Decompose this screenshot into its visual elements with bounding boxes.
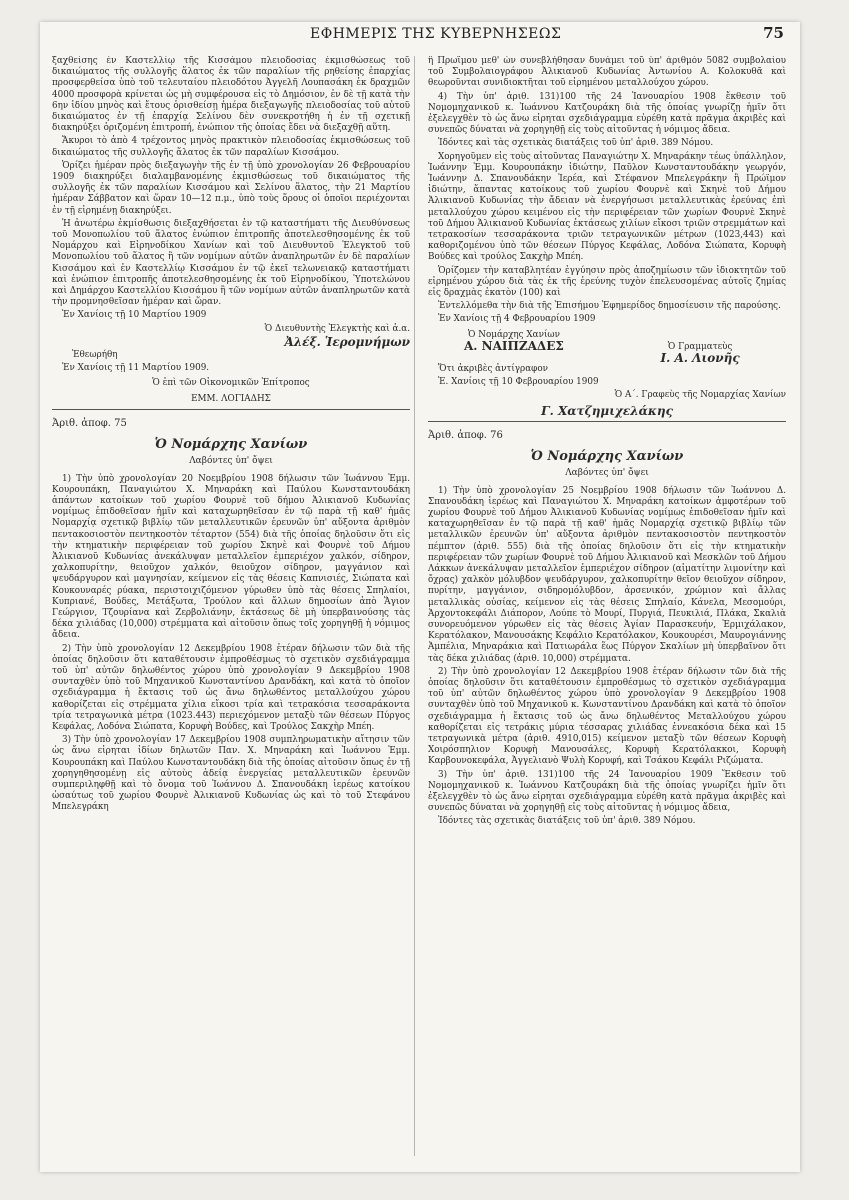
paragraph: 1) Τὴν ὑπὸ χρονολογίαν 20 Νοεμβρίου 1908 δήλωσιν τῶν Ἰωάννου Ἐμμ. Κουρουπάκη, Παναγιώτου Χ. Μηναράκη καὶ Παύλου Κωνσταντουδάκη ἁπάντων κατοίκων τοῦ χωρίου Φουρνὲ τοῦ δήμου Ἀλικιανοῦ Κυδωνίας νομίμως ἐπιδοθεῖσαν ἡμῖν καὶ καταχωρηθεῖσαν ἐν τῷ παρὰ τῇ καθ' ἡμᾶς Νομαρχίᾳ σχετικῷ βιβλίῳ τῶν μεταλλευτικῶν ἐρευνῶν ὑπ' αὔξοντα ἀριθμὸν πεντακοσιοστὸν πεντηκοστὸν τέταρτον (554) διὰ τῆς ὁποίας δηλοῦσιν ὅτι εἰς τὴν κτηματικὴν περιφέρειαν τοῦ χωρίου Σκηνὲ καὶ Φουρνὲ τοῦ Δήμου Ἀλικιανοῦ Κυδωνίας ἀνεκάλυψαν μεταλλεῖον ἐμπεριέχον χαλκόν, σίδηρον, χαλκοπυρίτην, θειοῦχον χαλκόν, θειοῦχον σίδηρον, μαγγάνιον καὶ ψευδάργυρον καὶ μαγνησίαν, κείμενον εἰς τὰς θέσεις Καπνισιές, Σιώπατα καὶ Κουκουναρές ρύακα, περιστοιχιζόμενον γύρωθεν ὑπὸ τὰς θέσεις Σπηλαίοι, Κυπριανέ, Βούδες, Μετάξωτα, Τρούλον καὶ ἄλλων δημοσίων ἀπὸ Ἅγιον Γεώργιον, Τζουρίανα καὶ Ζερβολιάνην, ἐκτάσεως δὲ μὴ ὑπερβαινούσης τὰς δέκα χιλιάδας (10,000) στρέμματα καὶ αἰτοῦσιν ὅπως τοῖς χορηγηθῇ ἡ νόμιμος ἄδεια. [52,473,410,641]
clerk-signature: Γ. Χατζημιχελάκης [541,403,673,418]
paragraph: 3) Τὴν ὑπ' ἀριθ. 131)100 τῆς 24 Ἰανουαρίου 1909 Ἔκθεσιν τοῦ Νομομηχανικοῦ κ. Ἰωάννου Κατζουράκη διὰ τῆς ὁποίας γνωρίζει ἡμῖν ὅτι ἐξελεγχθὲν τὸ ὡς ἄνω εἰρηται σχεδιάγραμμα εὑρέθη κατὰ πρᾶγμα ἀκριβὲς καὶ συνεπῶς δύναται νὰ χορηγηθῇ εἰς τοὺς αἰτοῦντας ἡ νόμιμος ἄδεια, [428,769,786,814]
section-heading: Ὁ Νομάρχης Χανίων [154,437,308,453]
director-signature: Ἀλέξ. Ἱερομνήμων [284,334,410,349]
paragraph: Ὁρίζει ἡμέραν πρὸς διεξαγωγὴν τῆς ἐν τῇ ὑπὸ χρονολογίαν 26 Φεβρουαρίου 1909 διακηρύξει διαλαμβανομένης ἐκμισθώσεως τοῦ δικαιώματος τῆς συλλογῆς ἐκ τῶν παραλίων Κισσάμου καὶ Σελίνου ἅλατος, τὴν 21 Μαρτίου ἡμέραν Σάββατον καὶ ὥραν 10—12 π.μ., ὑπὸ τοὺς ὅρους οἱ ὁποῖοι περιέχονται ἐν τῇ εἰρημένῃ διακηρύξει. [52,160,410,216]
paragraph: Χορηγοῦμεν εἰς τοὺς αἰτοῦντας Παναγιώτην Χ. Μηναράκην τέως ὑπάλληλον, Ἰωάννην Ἐμμ. Κουρουπάκην ἰδιώτην, Παῦλον Κωνσταντουδάκην γεωργόν, Ἰωάννην Δ. Σπανουδάκην Ἱερέα, καὶ Στέφανον Μπελεγράκην ἢ Πρώϊμον ἰδιώτην, ἅπαντας κατοίκους τοῦ χωρίου Φουρνὲ καὶ Σκηνὲ τοῦ Δήμου Ἀλικιανοῦ Κυδωνίας τὴν ἄδειαν νὰ ἐνεργήσωσι μεταλλευτικὰς ἐρεύνας ἐπὶ μεταλλούχου χώρου κειμένου εἰς τὴν περιφέρειαν τῶν χωρίων Φουρνὲ Σκηνὲ τοῦ Δήμου Ἀλικιανοῦ Κυδωνίας ἐκτάσεως χιλίων εἴκοσι τριῶν στρεμμάτων καὶ τετρακοσίων τεσσαράκοντα τριῶν τετραγωνικῶν μέτρων (1023,443) καὶ καθοριζομένου ὑπὸ τῶν θέσεων Πύργος Κεφάλας, Λοδόνα Σιώπατα, Κορυφὴ Βούδες καὶ τρούλος Σακχὴρ Μπέη. [428,151,786,263]
decision-number: Ἀριθ. ἀποφ. 76 [428,429,503,441]
paragraph: Ὁρίζομεν τὴν καταβλητέαν ἐγγύησιν πρὸς ἀποζημίωσιν τῶν ἰδιοκτητῶν τοῦ εἰρημένου χώρου διὰ τὰς ἐκ τῆς ἐρεύνης τυχὸν ἐπελευσομένας αὐτοῖς ζημίας εἰς δραχμὰς ἑκατὸν (100) καὶ [428,265,786,299]
secretary-signature [614,342,786,364]
paragraph: Ἰδόντες τὰς σχετικὰς διατάξεις τοῦ ὑπ' ἀριθ. 389 Νόμου. [438,816,696,827]
section-heading: Ὁ Νομάρχης Χανίων [530,449,684,465]
page-number: 75 [763,24,784,42]
right-column [428,56,786,1156]
certified-copy-label: Ὅτι ἀκριβὲς ἀντίγραφον [438,364,548,375]
commissioner-name: ΕΜΜ. ΛΟΓΙΑΔΗΣ [191,393,271,404]
section-subheading: Λαβόντες ὑπ' ὄψει [189,456,273,467]
date-line: Ἐν Χανίοις τῇ 10 Μαρτίου 1909 [62,310,207,321]
date-line: Ἐ. Χανίοις τῇ 10 Φεβρουαρίου 1909 [438,377,599,388]
paragraph: ξαχθείσης ἐν Καστελλίῳ τῆς Κισσάμου πλειοδοσίας ἐκμισθώσεως τοῦ δικαιώματος τῆς συλλογῆς ἅλατος ἐκ τῶν παραλίων τῆς ρηθείσης ἐπαρχίας προσφερθείσα ὑπὸ τοῦ τελευταίου πλειοδότου Ἀγγελῆ Λουπασάκη ἐκ δραχμῶν 4000 προσφορὰ κρίνεται ὡς μὴ συμφέρουσα εἰς τὸ Δημόσιον, ἐν δὲ τῇ κατὰ τὴν 6ην ἰδίου μηνὸς καὶ ἔτους ὁρισθείσῃ ἡμέρα διεξαγωγῆς πλειοδοσίας τοῦ αὐτοῦ δικαιώματος ἐν τῇ ἐπαρχίᾳ Σελίνου δὲν συνεκροτήθη ἡ ἐν τῇ σχετικῇ διακηρύξει ὁριζομένη ἐπιτροπή, ἐνώπιον τῆς ὁποίας ἔδει νὰ διεξαχθῇ αὕτη. [52,56,410,134]
prefect-name: Α. ΝΑΙΠΖΑΔΕΣ [463,338,564,353]
gazette-page [40,22,800,1172]
clerk-title: Ὁ Α΄. Γραφεὺς τῆς Νομαρχίας Χανίων [614,390,786,401]
paragraph: 3) Τὴν ὑπὸ χρονολογίαν 17 Δεκεμβρίου 1908 συμπληρωματικὴν αἴτησιν τῶν ὡς ἄνω εἰρηται ἰδίων δηλωτῶν Παν. Χ. Μηναράκη καὶ Ἰωάννου Ἐμμ. Κουρουπάκη καὶ Παύλου Κωνσταντουδάκη διὰ τῆς ὁποίας αἰτοῦσιν ὅπως ἐν τῇ χορηγηθησομένῃ εἰς αὐτοὺς ἀδείᾳ ἐνεργείας μεταλλευτικῶν ἐρευνῶν συμπεριληφθῇ καὶ τὸ ὄνομα τοῦ Ἰωάννου Δ. Σπανουδάκη ἱερέως κατοίκου ὡσαύτως τοῦ χωρίου Φουρνὲ Ἀλικιανοῦ Κυδωνίας ὡς καὶ τὸ τοῦ Στεφάνου Μπελεγράκη [52,735,410,813]
director-title: Ὁ Διευθυντὴς Ἐλεγκτὴς καὶ ἁ.α. [264,323,410,334]
commissioner-title: Ὁ ἐπὶ τῶν Οἰκονομικῶν Ἐπίτροπος [152,378,310,389]
paragraph: Ἄκυροι τὸ ἀπὸ 4 τρέχοντος μηνὸς πρακτικὸν πλειοδοσίας ἐκμισθώσεως τοῦ δικαιώματος τῆς συλλογῆς ἅλατος ἐκ τῶν παραλίων Κισσάμου. [52,136,410,158]
paragraph: Ἰδόντες καὶ τὰς σχετικὰς διατάξεις τοῦ ὑπ' ἀριθ. 389 Νόμου. [438,138,714,149]
gazette-title: ΕΦΗΜΕΡΙΣ ΤΗΣ ΚΥΒΕΡΝΗΣΕΩΣ [310,26,562,42]
decision-number: Ἀριθ. ἀποφ. 75 [52,417,127,429]
secretary-title: Ὁ Γραμματεὺς [667,341,733,352]
prefect-title: Ὁ Νομάρχης Χανίων [467,329,560,340]
section-subheading: Λαβόντες ὑπ' ὄψει [565,468,649,479]
paragraph: 2) Τὴν ὑπὸ χρονολογίαν 12 Δεκεμβρίου 1908 ἑτέραν δήλωσιν τῶν διὰ τῆς ὁποίας δηλοῦσιν ὅτι καταθέτουσιν ἐμπροθέσμως τὸ σχετικὸν σχεδιάγραμμα τοῦ ὑπ' αὐτῶν δηλωθέντος χώρου ὑπὸ χρονολογίαν 9 Δεκεμβρίου 1908 συνταχθὲν ὑπὸ τοῦ Μηχανικοῦ κ. Κωνσταντίνου Δρανδάκη καὶ κατὰ τὸ ὁποῖον σχεδιάγραμμα ἡ ἔκτασις τοῦ ὡς ἄνω δηλωθέντος Μεταλλούχου χώρου καθορίζεται εἰς τετράκις μύρια τέσσαρας χιλιάδας ἐννεακόσια δέκα καὶ 15 τετραγωνικὰ μέτρα (ἀριθ. 4910,015) κείμενον μεταξὺ τῶν θέσεων Κορυφὴ Χοιρόσπηλιον Κορυφὴ Μανουσάλες, Κορυφὴ Κερατόλακκοι, Κορυφὴ Καρβουνοκεφάλα, Ἀγγελιανὸ Ψυλὴ Κορυφή, καὶ Τσάκου Κεφάλι Ριζώματα. [428,666,786,767]
column-divider [414,56,415,1156]
paragraph: 4) Τὴν ὑπ' ἀριθ. 131)100 τῆς 24 Ἰανουαρίου 1908 ἔκθεσιν τοῦ Νομομηχανικοῦ κ. Ἰωάννου Κατζουράκη διὰ τῆς ὁποίας γνωρίζῃ ἡμῖν ὅτι ἐξελεγχθὲν τὸ ὡς ἄνω εἰρηται σχεδιάγραμμα εὑρέθη κατὰ πρᾶγμα ἀκριβὲς καὶ συνεπῶς δύναται νὰ χορηγηθῇ εἰς τοὺς αἰτοῦντας ἡ νόμιμος ἄδεια. [428,91,786,136]
date-line: Ἐν Χανίοις τῇ 4 Φεβρουαρίου 1909 [438,314,596,325]
left-column [52,56,410,1156]
separator-line [428,421,786,422]
approved-label: Ἐθεωρήθη [72,350,118,361]
prefect-signature [428,330,600,364]
signature-block [428,330,786,364]
separator-line [52,409,410,410]
date-line: Ἐν Χανίοις τῇ 11 Μαρτίου 1909. [62,363,210,374]
paragraph: Ἐντελλόμεθα τὴν διὰ τῆς Ἐπισήμου Ἐφημερίδος δημοσίευσιν τῆς παρούσης. [438,301,781,312]
secretary-name: Ι. Α. Λιονῆς [660,350,740,365]
paragraph: 2) Τὴν ὑπὸ χρονολογίαν 12 Δεκεμβρίου 1908 ἑτέραν δήλωσιν τῶν διὰ τῆς ὁποίας δηλοῦσιν ὅτι καταθέτουσιν ἐμπροθέσμως τὸ σχετικὸν σχεδιάγραμμα τοῦ ὑπ' αὐτῶν δηλωθέντος χώρου ὑπὸ χρονολογίαν 9 Δεκεμβρίου 1908 συνταχθὲν ὑπὸ τοῦ Μηχανικοῦ Κωνσταντίνου Δρανδάκη, καὶ κατὰ τὸ ὁποῖον σχεδιάγραμμα ἡ ἔκτασις τοῦ ὡς ἄνω δηλωθέντος μεταλλούχου χώρου καθορίζεται εἰς στρέμματα χίλια εἴκοσι τρία καὶ τετρακόσια τεσσαράκοντα τρία τετραγωνικὰ μέτρα (1023.443) περιεχόμενον μεταξὺ τῶν θέσεων Πύργος Κεφάλας, Λοδόνα Σιώπατα, Κορυφὴ Βούδες, καὶ Τρούλος Σακχὴρ Μπέη. [52,643,410,732]
paragraph: ἢ Πρωΐμου μεθ' ὧν συνεβλήθησαν δυνάμει τοῦ ὑπ' ἀριθμὸν 5082 συμβολαίου τοῦ Συμβολαιογράφου Ἀλικιανοῦ Κυδωνίας Ἀντωνίου Α. Κολοκυθᾶ καὶ θεωροῦνται συνιδιοκτῆται τοῦ εἰρημένου μεταλλούχου χώρου. [428,56,786,89]
page-header [40,22,800,56]
paragraph: Ἡ ἀνωτέρω ἐκμίσθωσις διεξαχθήσεται ἐν τῷ καταστήματι τῆς Διευθύνσεως τοῦ Μονοπωλίου τοῦ ἅλατος ἐνώπιον ἐπιτροπῆς ἀποτελεσθησομένης ἐκ τοῦ Νομάρχου καὶ Εἰρηνοδίκου Χανίων καὶ τοῦ Διευθυντοῦ Ἐλεγκτοῦ τοῦ Μονοπωλίου τοῦ ἅλατος ἢ τῶν νομίμων αὐτῶν ἀναπληρωτῶν ἐν δὲ παραλίων Κισσάμου καὶ ἐν Καστελλίῳ Κισσάμου ἐν τῷ ἐκεῖ τελωνειακῷ καταστήματι καὶ ἐνώπιον ἐπιτροπῆς ἀποτελεσθησομένης ἐκ τοῦ Εἰρηνοδίκου, Ὑποτελώνου καὶ Δημάρχου Καστελλίου Κισσάμου ἢ τῶν νομίμων αὐτῶν ἀναπληρωτῶν κατὰ τὴν προμνησθεῖσαν ἡμέραν καὶ ὥραν. [52,218,410,308]
paragraph: 1) Τὴν ὑπὸ χρονολογίαν 25 Νοεμβρίου 1908 δήλωσιν τῶν Ἰωάννου Δ. Σπανουδάκη ἱερέως καὶ Παναγιώτου Χ. Μηναράκη κατοίκων ἀμφοτέρων τοῦ χωρίου Φουρνὲ τοῦ Δήμου Ἀλικιανοῦ Κυδωνίας νομίμως ἐπιδοθεῖσαν ἡμῖν καὶ καταχωρηθεῖσαν ἐν τῷ παρὰ τῇ καθ' ἡμᾶς Νομαρχίᾳ σχετικῷ βιβλίῳ τῶν μεταλλικῶν ἐρευνῶν ὑπ' αὔξοντα ἀριθμὸν πεντακοσιοστὸν πεντηκοστὸν πέμπτον (ἀριθ. 555) διὰ τῆς ὁποίας δηλοῦσιν ὅτι εἰς τὴν κτηματικὴν περιφέρειαν τῶν χωρίων Φουρνὲ τοῦ Δήμου Ἀλικιανοῦ καὶ Μεσκλῶν τοῦ Δήμου Λάκκων ἀνεκάλυψαν μεταλλεῖον ἐμπεριέχον σίδηρον (αἱματίτην λιμονίτην καὶ ὄχρας) χαλκὸν μόλυβδον ψευδάργυρον, χαλκοπυρίτην θεῖον θειοῦχον σίδηρον, πυρίτην, μαγγάνιον, σιδηρομόλυβδον, ἀρσενικόν, χρώμιον καὶ ἄλλας μεταλλικὰς οὐσίας, κείμενον εἰς τὰς θέσεις Σπηλαίο, Κάνελα, Μεσομούρι, Ἀρχοντοκεφάλι Διάπορον, Λούπε τὸ Μουρί, Πυργιά, Πευκιλιά, Πλάκα, Σκαλιὰ συνορευόμενον γύρωθεν εἰς τὰς θέσεις Ἁγίαν Παρασκευήν, Ἐρμιχάλακον, Κερατόλακον, Μανουσάκης Κεφάλιο Κερατόλακον, Κουκουρέσι, Μαυρογιάννης Ἀμπέλια, Μηναράκια καὶ Πατιωράλα ἕως Πύργον Σκαλίων μὴ ὑπερβαῖνον ὅτι τὰς δέκα χιλιάδας (ἀριθ. 10,000) στρέμματα. [428,485,786,664]
